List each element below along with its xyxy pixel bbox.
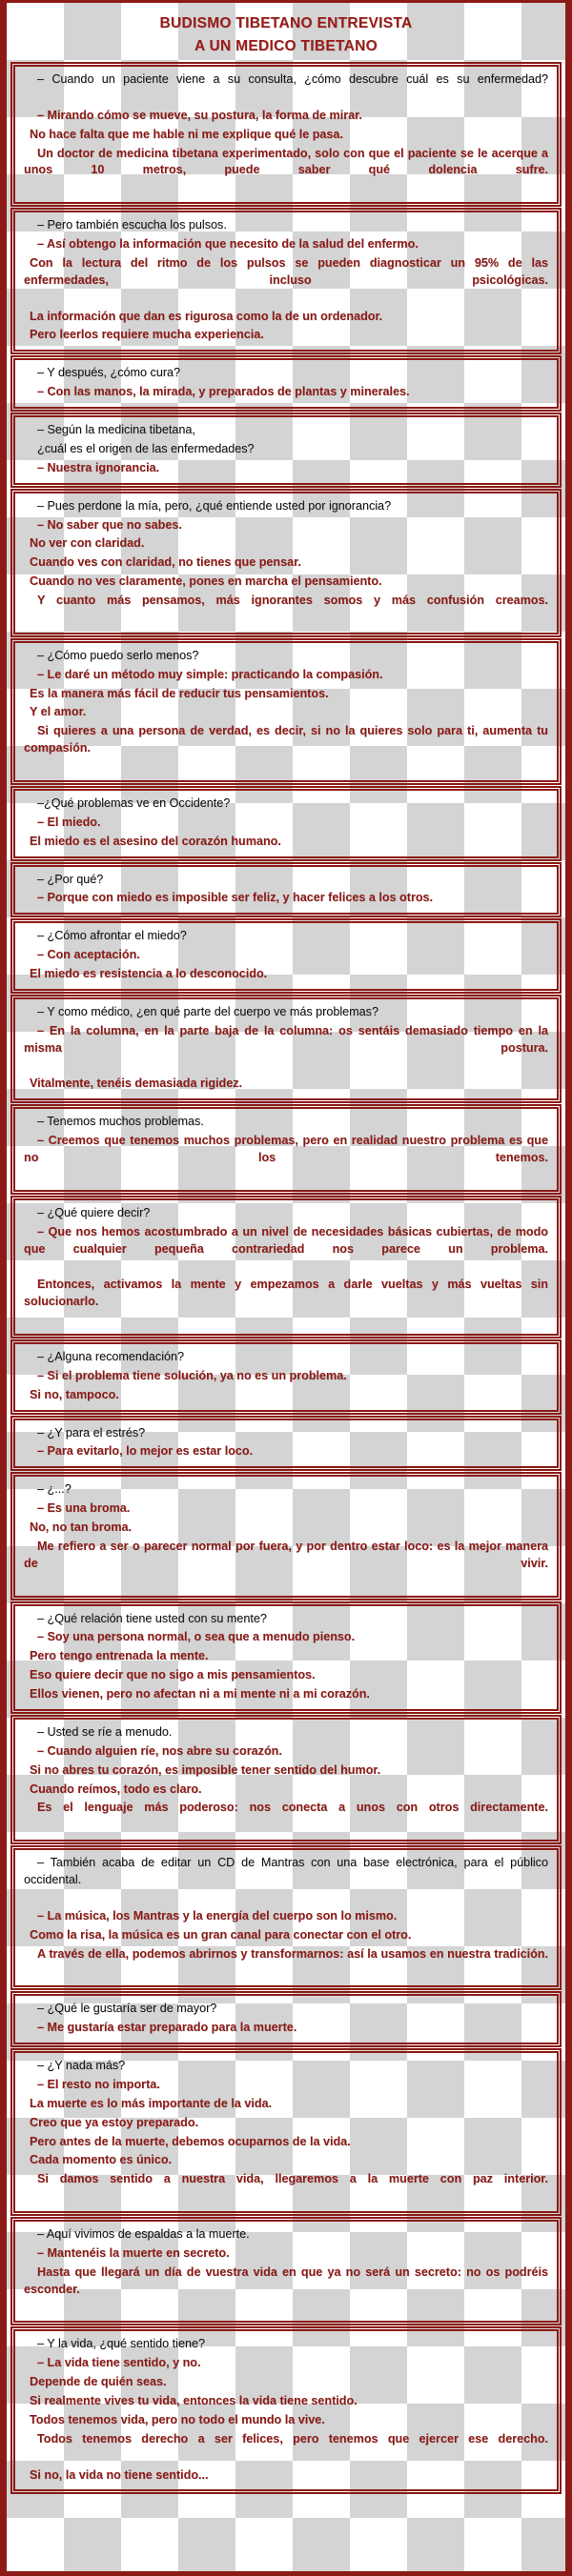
answer-line: – Nuestra ignorancia. — [37, 460, 160, 474]
question-line: – ¿Por qué? — [37, 872, 104, 886]
question-line: – Cuando un paciente viene a su consulta, ¿cómo descubre cuál es su enfermedad? — [37, 72, 548, 87]
qa-block — [13, 211, 559, 352]
answer-line: – Creemos que tenemos muchos problemas, pero en realidad nuestro problema es que no los tenemos. — [24, 1134, 548, 1165]
answer-line: A través de ella, podemos abrirnos y transformarnos: así la usamos en nuestra tradición. — [37, 1946, 548, 1961]
answer-line: Si quieres a una persona de verdad, es decir, si no la quieres solo para ti, aumenta tu compasión. — [24, 724, 548, 755]
qa-block — [13, 1718, 559, 1841]
answer-line: La muerte es lo más importante de la vida. — [30, 2096, 273, 2110]
question-line: – ¿Y para el estrés? — [37, 1425, 146, 1439]
qa-blocks-container — [10, 65, 562, 2491]
answer-line: Si damos sentido a nuestra vida, llegaremos a la muerte con paz interior. — [37, 2172, 548, 2186]
answer-line: – Es una broma. — [37, 1501, 131, 1516]
answer-line: – Me gustaría estar preparado para la muerte. — [37, 2021, 297, 2035]
answer-line: Con la lectura del ritmo de los pulsos se pueden diagnosticar un 95% de las enfermedades, incluso psicológicas. — [24, 255, 548, 287]
answer-line: – Así obtengo la información que necesito de la salud del enfermo. — [37, 237, 419, 252]
qa-block — [13, 1604, 559, 1711]
question-line: –¿Qué problemas ve en Occidente? — [37, 795, 231, 810]
answer-line: – El miedo. — [37, 815, 101, 829]
answer-line: No, no tan broma. — [30, 1520, 133, 1535]
qa-block — [13, 1198, 559, 1336]
answer-line: – Con aceptación. — [37, 948, 140, 962]
answer-line: Si realmente vives tu vida, entonces la vida tiene sentido. — [30, 2394, 358, 2408]
qa-block — [13, 1994, 559, 2044]
answer-line: Y el amor. — [30, 705, 87, 719]
question-line: – Y la vida, ¿qué sentido tiene? — [37, 2337, 205, 2351]
question-line: – Según la medicina tibetana, — [37, 423, 195, 437]
qa-block — [13, 1107, 559, 1192]
answer-line: Pero tengo entrenada la mente. — [30, 1649, 209, 1663]
answer-line: Cuando reímos, todo es claro. — [30, 1781, 202, 1796]
answer-line: – El resto no importa. — [37, 2077, 160, 2091]
qa-block — [13, 997, 559, 1100]
answer-line: Todos tenemos derecho a ser felices, pero tenemos que ejercer ese derecho. — [37, 2431, 548, 2445]
answer-line: El miedo es el asesino del corazón humano. — [30, 834, 281, 848]
qa-block — [13, 921, 559, 991]
answer-line: – La vida tiene sentido, y no. — [37, 2356, 201, 2370]
question-line: – Aquí vivimos de espaldas a la muerte. — [37, 2227, 250, 2242]
answer-line: Me refiero a ser o parecer normal por fuera, y por dentro estar loco: es la mejor manera de vivir. — [24, 1539, 548, 1570]
answer-line: Como la risa, la música es un gran canal para conectar con el otro. — [30, 1927, 412, 1942]
answer-line: Ellos vienen, pero no afectan ni a mi mente ni a mi corazón. — [30, 1687, 370, 1701]
qa-block — [13, 415, 559, 485]
question-line: – ¿Cómo puedo serlo menos? — [37, 648, 199, 662]
question-line: – Pues perdone la mía, pero, ¿qué entiende usted por ignorancia? — [37, 498, 392, 513]
answer-line: – Mantenéis la muerte en secreto. — [37, 2245, 230, 2260]
answer-line: – En la columna, en la parte baja de la columna: os sentáis demasiado tiempo en la misma postura. — [24, 1023, 548, 1055]
answer-line: – Que nos hemos acostumbrado a un nivel de necesidades básicas cubiertas, de modo que cualquier pequeña contrariedad nos parece un problema. — [24, 1224, 548, 1256]
answer-line: Y cuanto más pensamos, más ignorantes somos y más confusión creamos. — [37, 594, 548, 608]
answer-line: – Porque con miedo es imposible ser feliz, y hacer felices a los otros. — [37, 891, 434, 905]
question-line: – También acaba de editar un CD de Mantras con una base electrónica, para el público occidental. — [24, 1856, 548, 1887]
qa-block — [13, 358, 559, 409]
qa-block — [13, 1475, 559, 1597]
question-line: – Pero también escucha los pulsos. — [37, 218, 227, 232]
question-line: – ¿Qué relación tiene usted con su mente? — [37, 1611, 267, 1625]
question-line: – Y después, ¿cómo cura? — [37, 366, 181, 380]
answer-line: No hace falta que me hable ni me explique qué le pasa. — [30, 127, 343, 141]
question-line: – ¿Qué quiere decir? — [37, 1205, 151, 1219]
answer-line: – Cuando alguien ríe, nos abre su corazón. — [37, 1743, 282, 1758]
answer-line: – La música, los Mantras y la energía del cuerpo son lo mismo. — [37, 1908, 398, 1922]
question-line: – ¿Cómo afrontar el miedo? — [37, 929, 187, 943]
answer-line: Si no, la vida no tiene sentido... — [30, 2467, 209, 2482]
qa-block — [13, 1342, 559, 1412]
answer-line: Si no, tampoco. — [30, 1387, 119, 1401]
answer-line: No ver con claridad. — [30, 536, 145, 551]
answer-line: El miedo es resistencia a lo desconocido. — [30, 967, 268, 981]
question-line: ¿cuál es el origen de las enfermedades? — [37, 441, 255, 455]
qa-block — [13, 65, 559, 204]
answer-line: Vitalmente, tenéis demasiada rigidez. — [30, 1077, 243, 1091]
answer-line: Un doctor de medicina tibetana experimentado, solo con que el paciente se le acerque a unos 10 metros, puede saber qué dolencia sufre. — [24, 146, 548, 177]
answer-line: Pero leerlos requiere mucha experiencia. — [30, 328, 264, 342]
title-line-2: A UN MEDICO TIBETANO — [194, 38, 378, 55]
answer-line: Es el lenguaje más poderoso: nos conecta a unos con otros directamente. — [37, 1801, 548, 1815]
qa-block — [13, 1419, 559, 1469]
answer-line: Depende de quién seas. — [30, 2375, 167, 2389]
question-line: – ¿Alguna recomendación? — [37, 1349, 185, 1363]
answer-line: – Mirando cómo se mueve, su postura, la forma de mirar. — [37, 108, 362, 122]
question-line: – ¿Qué le gustaría ser de mayor? — [37, 2002, 217, 2016]
qa-block — [13, 789, 559, 858]
title-line-1: BUDISMO TIBETANO ENTREVISTA — [159, 15, 413, 31]
question-line: – Tenemos muchos problemas. — [37, 1115, 204, 1129]
answer-line: – Soy una persona normal, o sea que a menudo pienso. — [37, 1630, 356, 1644]
qa-block — [13, 2051, 559, 2213]
question-line: – Y como médico, ¿en qué parte del cuerpo ve más problemas? — [37, 1004, 378, 1018]
question-line: – ¿...? — [37, 1482, 72, 1497]
answer-line: Todos tenemos vida, pero no todo el mundo la vive. — [30, 2412, 325, 2426]
question-line: – ¿Y nada más? — [37, 2059, 126, 2073]
answer-line: Cuando ves con claridad, no tienes que pensar. — [30, 555, 301, 570]
answer-line: Entonces, activamos la mente y empezamos a darle vueltas y más vueltas sin solucionarlo. — [24, 1278, 548, 1309]
question-line: – Usted se ríe a menudo. — [37, 1724, 173, 1739]
answer-line: Hasta que llegará un día de vuestra vida en que ya no será un secreto: no os podréis esconder. — [24, 2264, 548, 2296]
qa-block — [13, 2220, 559, 2323]
qa-block — [13, 641, 559, 782]
answer-line: – Le daré un método muy simple: practicando la compasión. — [37, 667, 383, 681]
answer-line: Cada momento es único. — [30, 2153, 173, 2167]
qa-block — [13, 1848, 559, 1987]
answer-line: – No saber que no sabes. — [37, 517, 182, 532]
answer-line: Eso quiere decir que no sigo a mis pensamientos. — [30, 1668, 316, 1682]
answer-line: La información que dan es rigurosa como la de un ordenador. — [30, 309, 383, 323]
page-title — [10, 7, 562, 65]
answer-line: Es la manera más fácil de reducir tus pensamientos. — [30, 686, 329, 700]
answer-line: – Para evitarlo, lo mejor es estar loco. — [37, 1444, 254, 1459]
answer-line: – Con las manos, la mirada, y preparados de plantas y minerales. — [37, 385, 410, 399]
answer-line: Pero antes de la muerte, debemos ocuparnos de la vida. — [30, 2134, 351, 2148]
answer-line: Cuando no ves claramente, pones en marcha el pensamiento. — [30, 574, 382, 589]
answer-line: Creo que ya estoy preparado. — [30, 2115, 199, 2129]
qa-block — [13, 2329, 559, 2491]
answer-line: – Si el problema tiene solución, ya no es un problema. — [37, 1368, 347, 1382]
qa-block — [13, 865, 559, 916]
answer-line: Si no abres tu corazón, es imposible tener sentido del humor. — [30, 1762, 381, 1777]
qa-block — [13, 492, 559, 634]
